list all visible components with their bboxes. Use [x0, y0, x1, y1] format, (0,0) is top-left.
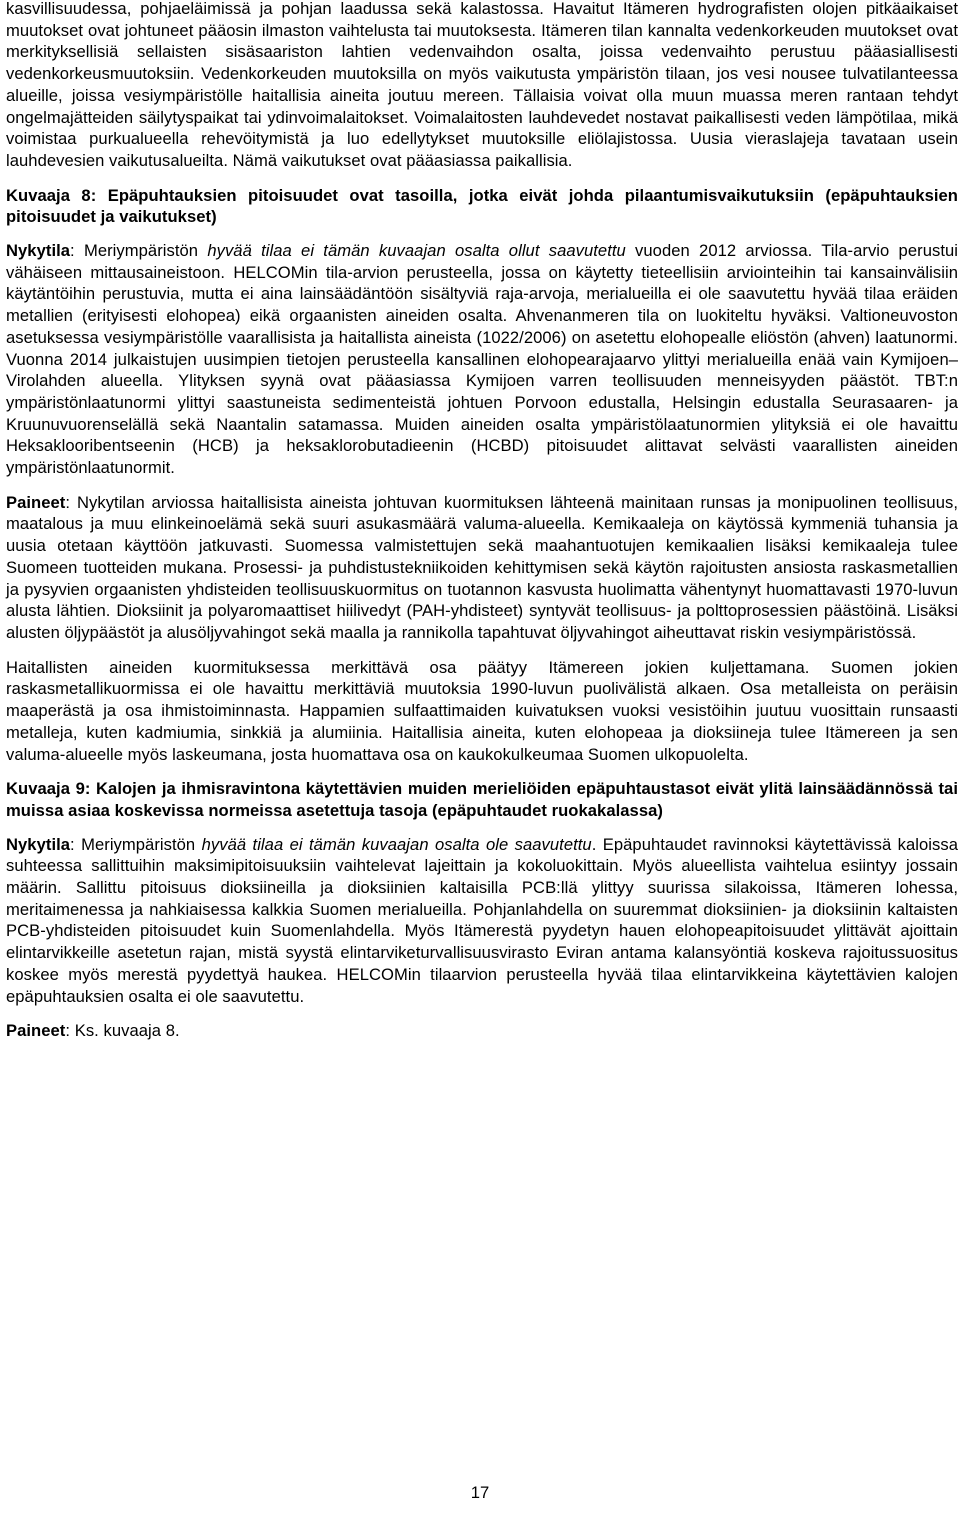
status-label: Nykytila	[6, 834, 71, 854]
section-heading-kuvaaja-8: Kuvaaja 8: Epäpuhtauksien pitoisuudet ovat tasoilla, jotka eivät johda pilaantumisvaikutuksiin (epäpuhtauksien pitoisuudet ja vaikutukset)	[6, 185, 958, 227]
pressures-label: Paineet	[6, 1021, 66, 1041]
status-label: Nykytila	[6, 241, 71, 261]
body-paragraph: Haitallisten aineiden kuormituksessa merkittävä osa päätyy Itämereen jokien kuljettamana. Suomen jokien raskasmetallikuormissa ei ole havaittu merkittäviä muutoksia 1990-luvun puolivälistä alkaen. Osa metalleista on peräisin maaperästä ja osa ihmistoiminnasta. Happamien sulfaattimaiden kuivatuksen vuoksi vesistöihin juutuu vuosittain runsaasti metalleja, kuten kadmiumia, sinkkiä ja alumiinia. Haitallisia aineita, kuten elohopeaa ja dioksiineja tulee Itämereen ja sen valuma-alueelle myös laskeumana, josta huomattava osa on kaukokulkeumaa Suomen ulkopuolelta.	[6, 657, 958, 764]
document-page	[6, 0, 958, 1042]
pressures-text: : Ks. kuvaaja 8.	[65, 1021, 180, 1041]
page-number: 17	[470, 1483, 490, 1502]
status-paragraph-8	[6, 240, 958, 479]
status-text-pre: : Meriympäristön	[70, 241, 208, 261]
status-text: . Epäpuhtaudet ravinnoksi käytettävissä kaloissa suhteessa sallittuihin maksimipitoisuuksiin vaihtelevat lajeittain ja kokoluokittain. Myös alueellista vaihtelua esiintyy jossain määrin. Sallittu pitoisuus dioksiineilla ja dioksiinien kaltaisilla PCB:llä ylittyy suurissa silakoissa, Itämeren lohessa, meritaimenessa ja nahkiaisessa kalkkia Suomen merialueilla. Pohjanlahdella on suuremmat dioksiinien- ja dioksiinin kaltaisten PCB-yhdisteiden pitoisuudet kuin Suomenlahdella. Myös Itämerestä pyydetyn hauen elohopeapitoisuudet ylittävät ajoittain elintarvikkeille asetetun rajan, mistä syystä elintarviketurvallisuusvirasto Eviran antama kalansyöntiä koskeva rajoitussuositus koskee myös merestä pyydettyä haukea. HELCOMin tilaarvion perusteella hyvää tilaa elintarvikkeina käytettävien kalojen epäpuhtauksien osalta ei ole saavutettu.	[6, 834, 958, 1006]
pressures-paragraph-8	[6, 492, 958, 644]
status-paragraph-9	[6, 834, 958, 1008]
status-verdict: hyvää tilaa ei tämän kuvaajan osalta ole saavutettu	[201, 834, 592, 854]
body-paragraph: kasvillisuudessa, pohjaeläimissä ja pohjan laadussa sekä kalastossa. Havaitut Itämeren hydrografisten olojen pitkäaikaiset muutokset ovat johtuneet pääosin ilmaston vaihtelusta tai muutoksesta. Itämeren tilan kannalta vedenkorkeuden muutokset ovat merkityksellisiä sellaisten sisäsaariston lahtien vedenvaihdon osalta, joissa vedenvaihto perustuu pääasiallisesti vedenkorkeusmuutoksiin. Vedenkorkeuden muutoksilla on myös vaikutusta ympäristön tilaan, jos vesi nousee tulvatilanteessa alueille, joissa vesiympäristölle haitallisia aineita joutuu mereen. Tällaisia voivat olla muun muassa meren rantaan tehdyt ongelmajätteiden säilytyspaikat tai ydinvoimalaitokset. Voimalaitosten lauhdevedet nostavat paikallisesti veden lämpötilaa, mikä voimistaa purkualueella rehevöitymistä ja luo edellytykset muutoksille eliölajistossa. Uusia vieraslajeja tavataan usein lauhdevesien vaikutusalueilta. Nämä vaikutukset ovat pääasiassa paikallisia.	[6, 0, 958, 170]
section-heading-kuvaaja-9: Kuvaaja 9: Kalojen ja ihmisravintona käytettävien muiden merieliöiden epäpuhtaustasot eivät ylitä lainsäädännössä tai muissa asiaa koskevissa normeissa asetettuja tasoja (epäpuhtaudet ruokakalassa)	[6, 779, 958, 820]
pressures-text: : Nykytilan arviossa haitallisista aineista johtuvan kuormituksen lähteenä mainitaan runsas ja monipuolinen teollisuus, maatalous ja muu elinkeinoelämä sekä suuri asukasmäärä valuma-alueella. Kemikaaleja on käytössä kymmeniä tuhansia ja uusia otetaan käyttöön jatkuvasti. Suomessa valmistettujen sekä maahantuotujen kemikaalien lisäksi kemikaaleja tulee Suomeen tuotteiden mukana. Prosessi- ja puhdistustekniikoiden kehittymisen sekä käytön rajoitusten ansiosta raskasmetallien ja pysyvien orgaanisten yhdisteiden teollisuuskuormitus on tuotannon kasvusta huolimatta vähentynyt huomattavasti 1970-luvun alusta lähtien. Dioksiinit ja polyaromaattiset hiilivedyt (PAH-yhdisteet) syntyvät teollisuus- ja polttoprosessien päästöinä. Lisäksi alusten öljypäästöt ja alusöljyvahingot sekä maalla ja rannikolla tapahtuvat öljyvahingot aiheuttavat riskin vesiympäristössä.	[6, 492, 958, 642]
status-text-pre: : Meriympäristön	[70, 834, 202, 854]
pressures-label: Paineet	[6, 492, 66, 512]
status-verdict: hyvää tilaa ei tämän kuvaajan osalta ollut saavutettu	[207, 241, 626, 261]
status-text: vuoden 2012 arviossa. Tila-arvio perustui vähäiseen mittausaineistoon. HELCOMin tila-arvion perusteella, jossa on käytetty tieteellisiin arviointeihin tai kansainvälisiin käytäntöihin perustuvia, mutta ei aina lainsäädäntöön sisältyviä raja-arvoja, merialueilla ei ole saavutettu hyvää tilaa eräiden metallien (erityisesti elohopea) eikä orgaanisten aineiden osalta. Ahvenanmeren tila on luokiteltu hyväksi. Valtioneuvoston asetuksessa vesiympäristölle vaarallisista ja haitallista aineista (1022/2006) on asetettu elohopealle eliöstön (ahven) laatunormi. Vuonna 2014 julkaistujen uusimpien tietojen perusteella kansallinen elohopearajaarvo ylittyi merialueilla enää vain Kymijoen–Virolahden alueella. Ylityksen syynä ovat pääasiassa Kymijoen varren teollisuuden menneisyyden päästöt. TBT:n ympäristönlaatunormi ylittyi saastuneista sedimenteistä johtuen Porvoon edustalla, Helsingin edustalla Seurasaaren- ja Kruunuvuorenselällä sekä Naantalin satamassa. Muiden aineiden osalta ympäristölaatunormien ylityksiä ei ole havaittu Heksaklooribentseenin (HCB) ja heksaklorobutadieenin (HCBD) pitoisuudet alittavat selvästi vaarallisten aineiden ympäristönlaatunormit.	[6, 241, 958, 478]
pressures-paragraph-9	[6, 1020, 958, 1042]
